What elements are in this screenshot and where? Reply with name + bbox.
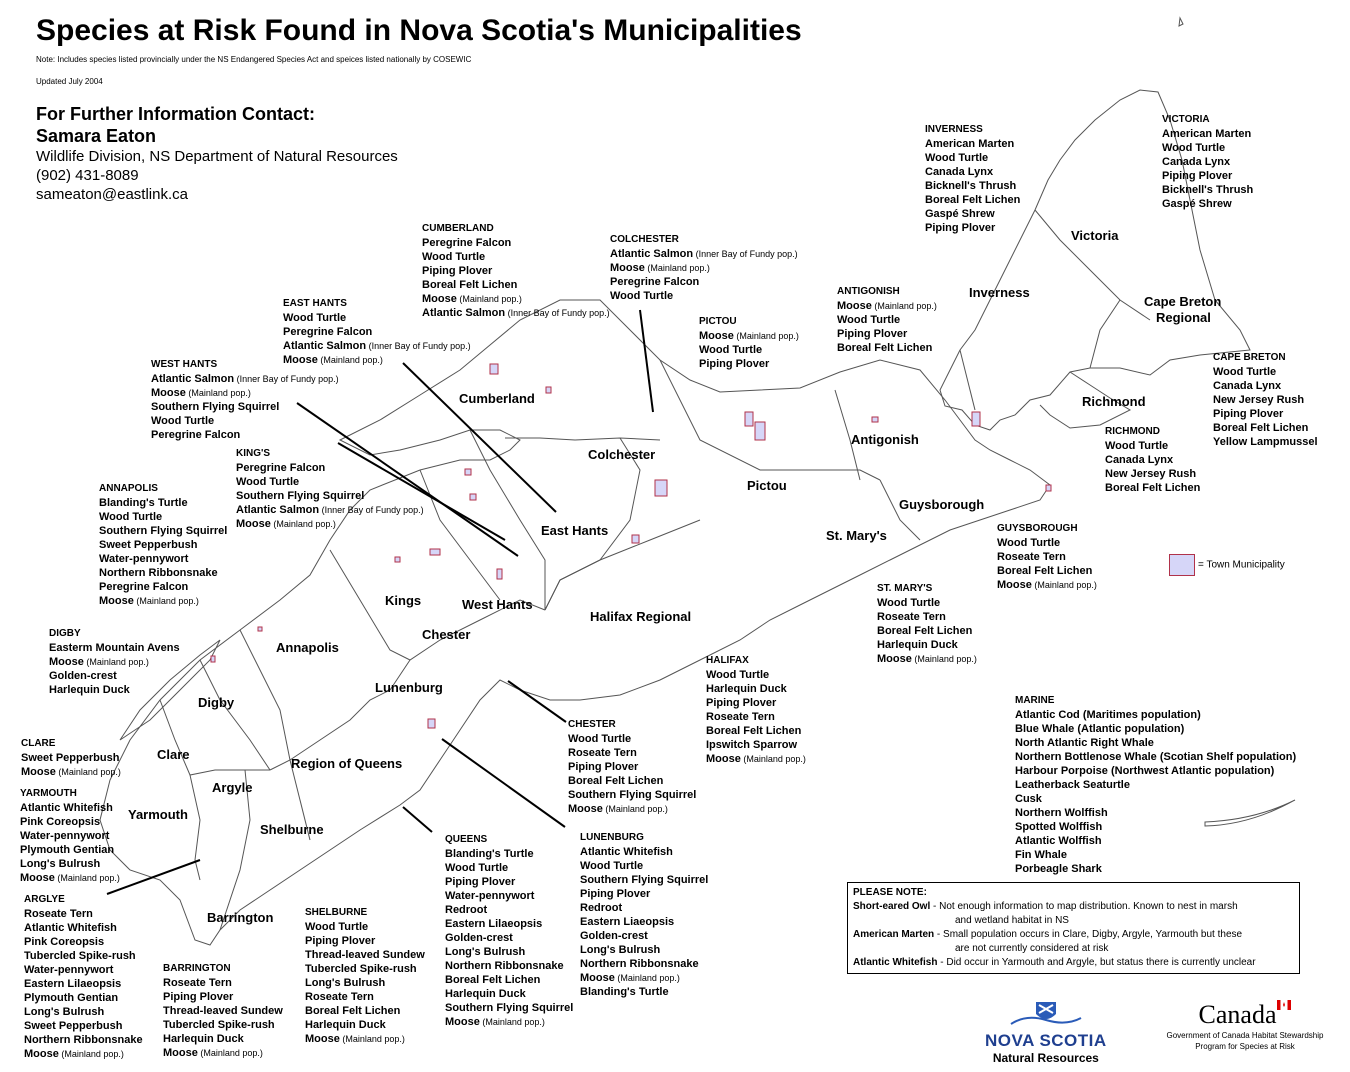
population-qualifier: (Mainland pop.) [197,1048,263,1058]
species-item: Easterm Mountain Avens [49,642,180,654]
species-item: Moose (Mainland pop.) [568,803,668,815]
species-item: Redroot [580,902,623,914]
note-row: Short-eared Owl - Not enough information to map distribution. Known to nest in marsh [853,901,1238,912]
species-block-queens [445,833,573,1029]
species-item: Moose (Mainland pop.) [236,518,336,530]
species-block-halifax [706,654,806,766]
region-label: Regional [1156,310,1211,325]
species-block-digby [49,627,180,697]
block-heading: PICTOU [699,316,737,327]
species-item: Roseate Tern [163,977,232,989]
species-item: Golden-crest [580,930,648,942]
species-item: Boreal Felt Lichen [837,342,933,354]
species-item: Atlantic Whitefish [24,922,117,934]
species-item: Wood Turtle [997,537,1061,549]
species-item: Wood Turtle [1105,440,1169,452]
block-heading: GUYSBOROUGH [997,523,1078,534]
region-label: Chester [422,627,471,642]
region-label: Colchester [588,447,656,462]
region-label: Shelburne [260,822,324,837]
population-qualifier: (Inner Bay of Fundy pop.) [505,308,610,318]
species-block-guysborough [997,522,1097,592]
species-block-arglye [24,893,143,1061]
species-item: Blanding's Turtle [99,497,188,509]
species-block-yarmouth [20,787,120,885]
species-item: Pink Coreopsis [20,816,101,828]
species-item: Harlequin Duck [49,684,130,696]
species-item: Wood Turtle [99,511,163,523]
species-item: Canada Lynx [1162,156,1231,168]
species-item: North Atlantic Right Whale [1015,737,1154,749]
species-item: Long's Bulrush [305,977,386,989]
species-item: Water-pennywort [99,553,189,565]
ns-flag-icon [1006,1000,1086,1026]
species-item: Water-pennywort [24,964,114,976]
species-item: Tubercled Spike-rush [163,1019,275,1031]
species-item: Peregrine Falcon [236,462,326,474]
species-item: Piping Plover [925,222,996,234]
region-label: Richmond [1082,394,1146,409]
species-item: Atlantic Salmon (Inner Bay of Fundy pop.) [422,307,610,319]
species-block-pictou [699,315,799,371]
species-item: Atlantic Salmon (Inner Bay of Fundy pop.) [236,504,424,516]
block-heading: MARINE [1015,695,1055,706]
block-heading: YARMOUTH [20,788,77,799]
species-item: Harlequin Duck [163,1033,244,1045]
region-label: Inverness [969,285,1030,300]
species-item: Plymouth Gentian [24,992,119,1004]
species-item: American Marten [1162,128,1252,140]
block-heading: VICTORIA [1162,114,1210,125]
species-item: Boreal Felt Lichen [445,974,541,986]
contact-email[interactable]: sameaton@eastlink.ca [36,186,188,203]
species-item: Roseate Tern [24,908,93,920]
species-item: Piping Plover [1213,408,1284,420]
population-qualifier: (Mainland pop.) [317,355,383,365]
species-item: Ipswitch Sparrow [706,739,798,751]
block-heading: ARGLYE [24,894,65,905]
species-item: Boreal Felt Lichen [1213,422,1309,434]
region-label: Clare [157,747,190,762]
updated-date: Updated July 2004 [36,77,103,86]
species-item: Piping Plover [305,935,376,947]
species-item: Yellow Lampmussel [1213,436,1318,448]
species-item: Boreal Felt Lichen [568,775,664,787]
species-item: Wood Turtle [837,314,901,326]
species-item: Southern Flying Squirrel [568,789,697,801]
block-heading: CHESTER [568,719,616,730]
species-item: Atlantic Salmon (Inner Bay of Fundy pop.) [151,373,339,385]
population-qualifier: (Mainland pop.) [614,973,680,983]
block-heading: CLARE [21,738,56,749]
species-item: Wood Turtle [283,312,347,324]
species-item: Porbeagle Shark [1015,863,1102,875]
species-item: Northern Ribbonsnake [580,958,699,970]
species-item: Moose (Mainland pop.) [877,653,977,665]
species-item: Peregrine Falcon [422,237,512,249]
species-block-shelburne [305,906,425,1046]
population-qualifier: (Mainland pop.) [871,301,937,311]
species-item: Peregrine Falcon [99,581,189,593]
species-block-chester [568,718,696,816]
species-item: Piping Plover [837,328,908,340]
species-item: Wood Turtle [305,921,369,933]
species-item: Blanding's Turtle [580,986,669,998]
note-row-cont: and wetland habitat in NS [955,915,1069,926]
species-item: Piping Plover [568,761,639,773]
page-title: Species at Risk Found in Nova Scotia's Municipalities [36,14,802,47]
species-item: Piping Plover [706,697,777,709]
block-heading: HALIFAX [706,655,749,666]
species-item: Canada Lynx [1213,380,1282,392]
species-item: Pink Coreopsis [24,936,105,948]
population-qualifier: (Mainland pop.) [733,331,799,341]
species-item: Eastern Liaeopsis [580,916,675,928]
population-qualifier: (Mainland pop.) [456,294,522,304]
species-item: Moose (Mainland pop.) [49,656,149,668]
species-item: Sweet Pepperbush [21,752,120,764]
region-label: Yarmouth [128,807,188,822]
region-label: Victoria [1071,228,1119,243]
species-item: Wood Turtle [877,597,941,609]
species-item: Southern Flying Squirrel [580,874,709,886]
species-block-victoria [1162,113,1253,211]
species-item: Canada Lynx [1105,454,1174,466]
species-item: Wood Turtle [706,669,770,681]
species-item: Southern Flying Squirrel [445,1002,574,1014]
species-block-colchester [610,233,798,303]
species-item: New Jersey Rush [1105,468,1197,480]
species-item: Eastern Lilaeopsis [445,918,543,930]
species-item: Northern Ribbonsnake [99,567,218,579]
species-item: Water-pennywort [445,890,535,902]
species-item: Cusk [1015,793,1042,805]
population-qualifier: (Inner Bay of Fundy pop.) [319,505,424,515]
species-item: Southern Flying Squirrel [236,490,365,502]
species-item: Blanding's Turtle [445,848,534,860]
block-heading: BARRINGTON [163,963,231,974]
species-block-clare [21,737,121,779]
species-item: Plymouth Gentian [20,844,115,856]
region-label: Barrington [207,910,274,925]
population-qualifier: (Mainland pop.) [1031,580,1097,590]
note-row: American Marten - Small population occurs in Clare, Digby, Argyle, Yarmouth but these [853,929,1243,940]
block-heading: DIGBY [49,628,81,639]
species-item: Golden-crest [49,670,117,682]
canada-program-line2: Program for Species at Risk [1195,1042,1295,1051]
species-item: Moose (Mainland pop.) [21,766,121,778]
species-item: Peregrine Falcon [610,276,700,288]
canada-program-line1: Government of Canada Habitat Stewardship [1166,1031,1324,1040]
species-item: Moose (Mainland pop.) [163,1047,263,1059]
species-item: Piping Plover [580,888,651,900]
species-item: Harlequin Duck [445,988,526,1000]
species-item: Northern Bottlenose Whale (Scotian Shelf population) [1015,751,1297,763]
map-legend [1169,554,1285,576]
legend-label: = Town Municipality [1198,559,1285,571]
region-label: Antigonish [851,432,919,447]
species-item: Wood Turtle [1162,142,1226,154]
species-item: Moose (Mainland pop.) [699,330,799,342]
species-item: Leatherback Seaturtle [1015,779,1130,791]
species-item: Boreal Felt Lichen [1105,482,1201,494]
species-item: Northern Wolffish [1015,807,1108,819]
species-item: Harlequin Duck [877,639,958,651]
species-item: Moose (Mainland pop.) [580,972,680,984]
species-item: Long's Bulrush [445,946,526,958]
region-label: East Hants [541,523,609,538]
species-item: Peregrine Falcon [151,429,241,441]
species-item: Piping Plover [699,358,770,370]
species-item: Harlequin Duck [305,1019,386,1031]
please-note-title: PLEASE NOTE: [853,887,927,898]
region-label: Pictou [747,478,787,493]
region-label: West Hants [462,597,533,612]
contact-division: Wildlife Division, NS Department of Natural Resources [36,148,398,165]
population-qualifier: (Mainland pop.) [133,596,199,606]
species-item: Piping Plover [422,265,493,277]
species-item: Long's Bulrush [24,1006,105,1018]
species-item: Bicknell's Thrush [1162,184,1254,196]
species-item: Fin Whale [1015,849,1067,861]
species-item: Eastern Lilaeopsis [24,978,122,990]
species-item: Roseate Tern [305,991,374,1003]
population-qualifier: (Mainland pop.) [55,767,121,777]
block-heading: SHELBURNE [305,907,368,918]
species-item: Moose (Mainland pop.) [99,595,199,607]
please-note-box [847,882,1300,974]
species-item: Atlantic Salmon (Inner Bay of Fundy pop.) [610,248,798,260]
species-item: Moose (Mainland pop.) [305,1033,405,1045]
region-label: St. Mary's [826,528,887,543]
species-block-lunenburg [580,831,708,999]
species-block-inverness [925,123,1020,235]
region-label: Annapolis [276,640,339,655]
species-item: Wood Turtle [925,152,989,164]
block-heading: ST. MARY'S [877,583,933,594]
population-qualifier: (Inner Bay of Fundy pop.) [234,374,339,384]
species-item: Canada Lynx [925,166,994,178]
species-block-east-hants [283,297,471,367]
block-heading: CAPE BRETON [1213,352,1286,363]
species-item: American Marten [925,138,1015,150]
species-item: Wood Turtle [236,476,300,488]
species-item: Tubercled Spike-rush [305,963,417,975]
species-item: Thread-leaved Sundew [305,949,425,961]
block-heading: RICHMOND [1105,426,1160,437]
block-heading: EAST HANTS [283,298,347,309]
block-heading: WEST HANTS [151,359,218,370]
region-label: Halifax Regional [590,609,692,624]
population-qualifier: (Mainland pop.) [83,657,149,667]
species-item: Atlantic Cod (Maritimes population) [1015,709,1201,721]
canada-wordmark [1150,1000,1340,1052]
region-label: Cumberland [459,391,535,406]
species-item: Spotted Wolffish [1015,821,1103,833]
species-item: Gaspé Shrew [925,208,995,220]
species-item: Boreal Felt Lichen [925,194,1021,206]
nova-scotia-logo [985,1000,1107,1065]
species-item: Moose (Mainland pop.) [837,300,937,312]
species-item: Redroot [445,904,488,916]
region-label: Kings [385,593,422,608]
species-item: Roseate Tern [706,711,775,723]
ns-department: Natural Resources [992,1051,1099,1065]
species-item: Sweet Pepperbush [99,539,198,551]
population-qualifier: (Mainland pop.) [479,1017,545,1027]
region-label: Cape Breton [1144,294,1222,309]
species-item: Boreal Felt Lichen [305,1005,401,1017]
species-item: Wood Turtle [151,415,215,427]
species-item: Wood Turtle [699,344,763,356]
listing-note: Note: Includes species listed provincially under the NS Endangered Species Act and speices listed nationally by COSEWIC [36,55,472,64]
block-heading: ANTIGONISH [837,286,900,297]
species-item: Moose (Mainland pop.) [445,1016,545,1028]
block-heading: QUEENS [445,834,488,845]
region-label: Region of Queens [291,756,403,771]
species-item: Boreal Felt Lichen [706,725,802,737]
species-block-marine [1015,694,1296,876]
population-qualifier: (Mainland pop.) [602,804,668,814]
population-qualifier: (Mainland pop.) [270,519,336,529]
contact-heading: For Further Information Contact: [36,104,315,124]
population-qualifier: (Mainland pop.) [740,754,806,764]
species-item: Moose (Mainland pop.) [422,293,522,305]
species-item: Atlantic Whitefish [580,846,673,858]
species-item: Boreal Felt Lichen [877,625,973,637]
population-qualifier: (Mainland pop.) [644,263,710,273]
species-item: Moose (Mainland pop.) [24,1048,124,1060]
region-label: Digby [198,695,235,710]
species-item: Wood Turtle [422,251,486,263]
region-label: Argyle [212,780,253,795]
species-item: Piping Plover [163,991,234,1003]
region-label: Guysborough [899,497,985,512]
block-heading: KING'S [236,448,271,459]
population-qualifier: (Mainland pop.) [58,1049,124,1059]
species-item: Atlantic Salmon (Inner Bay of Fundy pop.) [283,340,471,352]
population-qualifier: (Inner Bay of Fundy pop.) [366,341,471,351]
species-item: Blue Whale (Atlantic population) [1015,723,1185,735]
species-item: Moose (Mainland pop.) [706,753,806,765]
species-item: Wood Turtle [580,860,644,872]
species-block-kings [236,447,424,531]
population-qualifier: (Mainland pop.) [339,1034,405,1044]
block-heading: LUNENBURG [580,832,644,843]
species-item: Roseate Tern [997,551,1066,563]
species-item: Wood Turtle [445,862,509,874]
species-item: New Jersey Rush [1213,394,1305,406]
contact-name: Samara Eaton [36,126,157,146]
species-item: Southern Flying Squirrel [99,525,228,537]
population-qualifier: (Inner Bay of Fundy pop.) [693,249,798,259]
species-item: Southern Flying Squirrel [151,401,280,413]
canada-flag-icon [1277,1000,1291,1010]
species-item: Atlantic Whitefish [20,802,113,814]
species-item: Moose (Mainland pop.) [997,579,1097,591]
species-item: Gaspé Shrew [1162,198,1232,210]
species-item: Moose (Mainland pop.) [610,262,710,274]
species-item: Piping Plover [445,876,516,888]
species-item: Harbour Porpoise (Northwest Atlantic population) [1015,765,1275,777]
species-item: Roseate Tern [877,611,946,623]
block-heading: COLCHESTER [610,234,679,245]
block-heading: INVERNESS [925,124,983,135]
species-item: Piping Plover [1162,170,1233,182]
species-item: Thread-leaved Sundew [163,1005,283,1017]
species-item: Harlequin Duck [706,683,787,695]
species-item: Moose (Mainland pop.) [20,872,120,884]
ns-wordmark: NOVA SCOTIA [985,1031,1107,1050]
species-block-antigonish [837,285,937,355]
canada-word: Canada [1150,1000,1340,1030]
species-block-annapolis [99,482,227,608]
population-qualifier: (Mainland pop.) [911,654,977,664]
species-item: Atlantic Wolffish [1015,835,1102,847]
region-label: Lunenburg [375,680,443,695]
species-block-barrington [163,962,283,1060]
block-heading: CUMBERLAND [422,223,494,234]
population-qualifier: (Mainland pop.) [54,873,120,883]
species-item: Roseate Tern [568,747,637,759]
species-block-cape-breton [1213,351,1318,449]
species-item: Long's Bulrush [20,858,101,870]
species-item: Wood Turtle [610,290,674,302]
population-qualifier: (Mainland pop.) [185,388,251,398]
species-block-richmond [1105,425,1200,495]
species-item: Long's Bulrush [580,944,661,956]
species-block-west-hants [151,358,339,442]
species-item: Water-pennywort [20,830,110,842]
species-item: Moose (Mainland pop.) [283,354,383,366]
species-item: Wood Turtle [568,733,632,745]
note-row: Atlantic Whitefish - Did occur in Yarmouth and Argyle, but status there is currently unclear [853,957,1256,968]
town-swatch [1169,554,1195,576]
species-item: Northern Ribbonsnake [24,1034,143,1046]
species-item: Tubercled Spike-rush [24,950,136,962]
contact-phone: (902) 431-8089 [36,167,139,184]
block-heading: ANNAPOLIS [99,483,158,494]
species-item: Moose (Mainland pop.) [151,387,251,399]
note-row-cont: are not currently considered at risk [955,943,1109,954]
species-item: Boreal Felt Lichen [997,565,1093,577]
species-item: Bicknell's Thrush [925,180,1017,192]
species-item: Golden-crest [445,932,513,944]
species-block-st-marys [877,582,977,666]
species-item: Wood Turtle [1213,366,1277,378]
species-item: Northern Ribbonsnake [445,960,564,972]
species-item: Sweet Pepperbush [24,1020,123,1032]
species-item: Peregrine Falcon [283,326,373,338]
species-item: Boreal Felt Lichen [422,279,518,291]
